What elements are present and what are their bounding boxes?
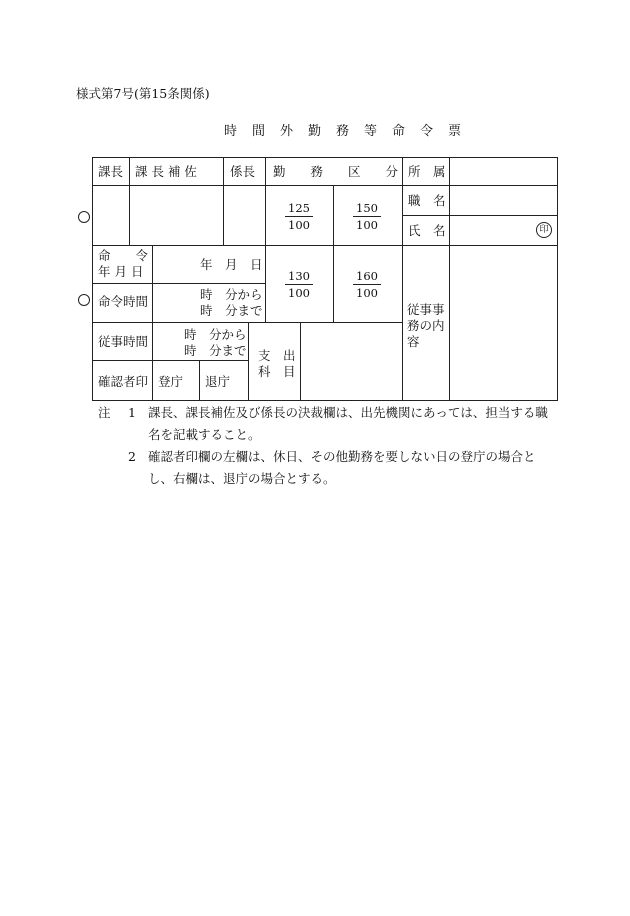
note-1: [98, 402, 558, 446]
form-number: 様式第7号(第15条関係): [76, 86, 210, 101]
kacho-header: 課長: [98, 164, 124, 179]
taicho-label: 退庁: [205, 374, 231, 389]
juji-naiyo-label-1: 従事事: [407, 302, 445, 317]
kacho-hosa-header: 課 長 補 佐: [135, 164, 197, 179]
work-time-from: 時 分から: [184, 327, 247, 342]
rate-150: $\frac{150}{100}$: [353, 202, 381, 232]
work-time-to: 時 分まで: [184, 343, 247, 358]
rate-160: $\frac{160}{100}$: [353, 270, 381, 300]
meirei-date-label: 年 月 日: [98, 264, 144, 279]
circle-mark-icon: [78, 294, 90, 306]
seal-mark-icon: 印: [536, 222, 552, 238]
rate-130: $\frac{130}{100}$: [285, 270, 313, 300]
shozoku-label: 所 属: [408, 164, 446, 179]
meirei-label: 命 令: [98, 248, 149, 263]
juji-jikan-label: 従事時間: [98, 334, 149, 349]
kamoku-label: 科 目: [258, 364, 296, 379]
rate-125: $\frac{125}{100}$: [285, 202, 313, 232]
juji-naiyo-label-2: 務の内: [407, 318, 445, 333]
circle-mark-icon: [78, 211, 90, 223]
note-2-text: 確認者印欄の左欄は、休日、その他勤務を要しない日の登庁の場合とし、右欄は、退庁の場合とする。: [148, 449, 536, 486]
order-time-to: 時 分まで: [200, 303, 263, 318]
form-title: 時 間 外 勤 務 等 命 令 票: [224, 124, 463, 139]
note-2: [98, 446, 558, 490]
notes-label: 注: [98, 405, 111, 420]
shokumei-label: 職 名: [408, 193, 446, 208]
kinmu-kubun-header: 勤 務 区 分: [273, 164, 399, 179]
note-1-number: 1: [128, 405, 136, 420]
meirei-jikan-label: 命令時間: [98, 294, 149, 309]
tocho-label: 登庁: [158, 374, 184, 389]
notes: [98, 402, 558, 490]
kakaricho-header: 係長: [230, 164, 256, 179]
shishutsu-label: 支 出: [258, 348, 296, 363]
kakunin-label: 確認者印: [98, 374, 149, 389]
shimei-label: 氏 名: [408, 223, 446, 238]
note-2-number: 2: [128, 449, 136, 464]
order-date-value: 年 月 日: [200, 257, 263, 272]
note-1-text: 課長、課長補佐及び係長の決裁欄は、出先機関にあっては、担当する職名を記載すること。: [148, 405, 548, 442]
order-time-from: 時 分から: [200, 287, 263, 302]
juji-naiyo-label-3: 容: [407, 334, 420, 349]
